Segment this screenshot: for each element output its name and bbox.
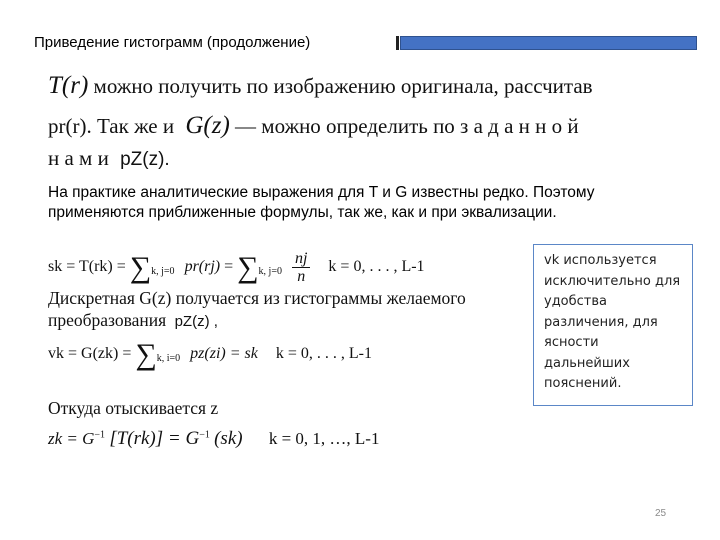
formula-zk-tail: (sk) xyxy=(214,428,243,449)
symbol-T-r: T(r) xyxy=(48,72,89,99)
intro-line-3-text: н а м и xyxy=(48,146,109,170)
sum-2-limits: k, j=0 xyxy=(258,266,282,278)
sum-symbol-2: ∑ xyxy=(237,251,259,285)
sum-symbol-1: ∑ xyxy=(129,251,152,285)
discrete-text-line-1: Дискретная G(z) получается из гистограммы желаемого xyxy=(48,288,466,308)
intro-line-1 xyxy=(48,72,593,100)
fraction-numerator: nj xyxy=(292,250,310,268)
intro-line-3 xyxy=(48,146,170,171)
sum-3-limits: k, i=0 xyxy=(156,353,181,364)
formula-zk xyxy=(48,428,379,450)
sum-symbol-3: ∑ xyxy=(135,338,157,371)
explanation-paragraph: На практике аналитические выражения для T и G известны редко. Поэтому применяются приближенные формулы, так же, как и при эквализации. xyxy=(48,184,595,221)
symbol-pZ-z-2: pZ(z) , xyxy=(174,313,218,330)
symbol-pr-r: pr(r). xyxy=(48,114,92,138)
formula-vk-range: k = 0, . . . , L-1 xyxy=(275,345,372,362)
formula-vk-term: pz(zi) = sk xyxy=(190,345,258,362)
symbol-pZ-z: pZ(z). xyxy=(120,149,170,170)
intro-line-1-text: можно получить по изображению оригинала, рассчитав xyxy=(93,74,593,98)
fraction-denominator: n xyxy=(297,268,306,285)
intro-line-2-text-b: — можно определить по з а д а н н о й xyxy=(235,114,579,138)
inverse-exponent-1: −1 xyxy=(94,429,106,441)
formula-vk-lhs: vk = G(zk) = xyxy=(48,345,132,362)
whence-text: Откуда отыскивается z xyxy=(48,398,219,418)
note-callout-box xyxy=(533,244,693,406)
title-accent-bar xyxy=(400,36,697,50)
formula-sk-lhs: sk = T(rk) = xyxy=(48,258,126,276)
symbol-G-z: G(z) xyxy=(185,112,230,139)
page-number: 25 xyxy=(655,508,667,519)
intro-line-2-text-a: Так же и xyxy=(96,114,175,138)
fraction-nj-n xyxy=(292,250,310,285)
formula-sk-eq: = xyxy=(224,258,234,276)
formula-sk-term: pr(rj) xyxy=(184,258,221,276)
formula-zk-lhs: zk = G xyxy=(48,429,95,448)
discrete-text-word: преобразования xyxy=(48,310,167,330)
formula-zk-mid: [T(rk)] = G xyxy=(109,428,200,449)
title-bar-separator xyxy=(396,36,399,50)
inverse-exponent-2: −1 xyxy=(199,429,210,441)
slide-title: Приведение гистограмм (продолжение) xyxy=(34,34,311,51)
formula-vk xyxy=(48,338,372,372)
sum-1-limits: k, j=0 xyxy=(151,266,175,278)
discrete-text-line-2 xyxy=(48,310,218,331)
note-callout-text: vk используется исключительно для удобства различения, для ясности дальнейших пояснений. xyxy=(544,253,681,391)
formula-zk-range: k = 0, 1, …, L-1 xyxy=(268,429,380,448)
intro-line-2 xyxy=(48,112,579,140)
formula-sk xyxy=(48,250,425,285)
formula-sk-range: k = 0, . . . , L-1 xyxy=(328,258,425,276)
